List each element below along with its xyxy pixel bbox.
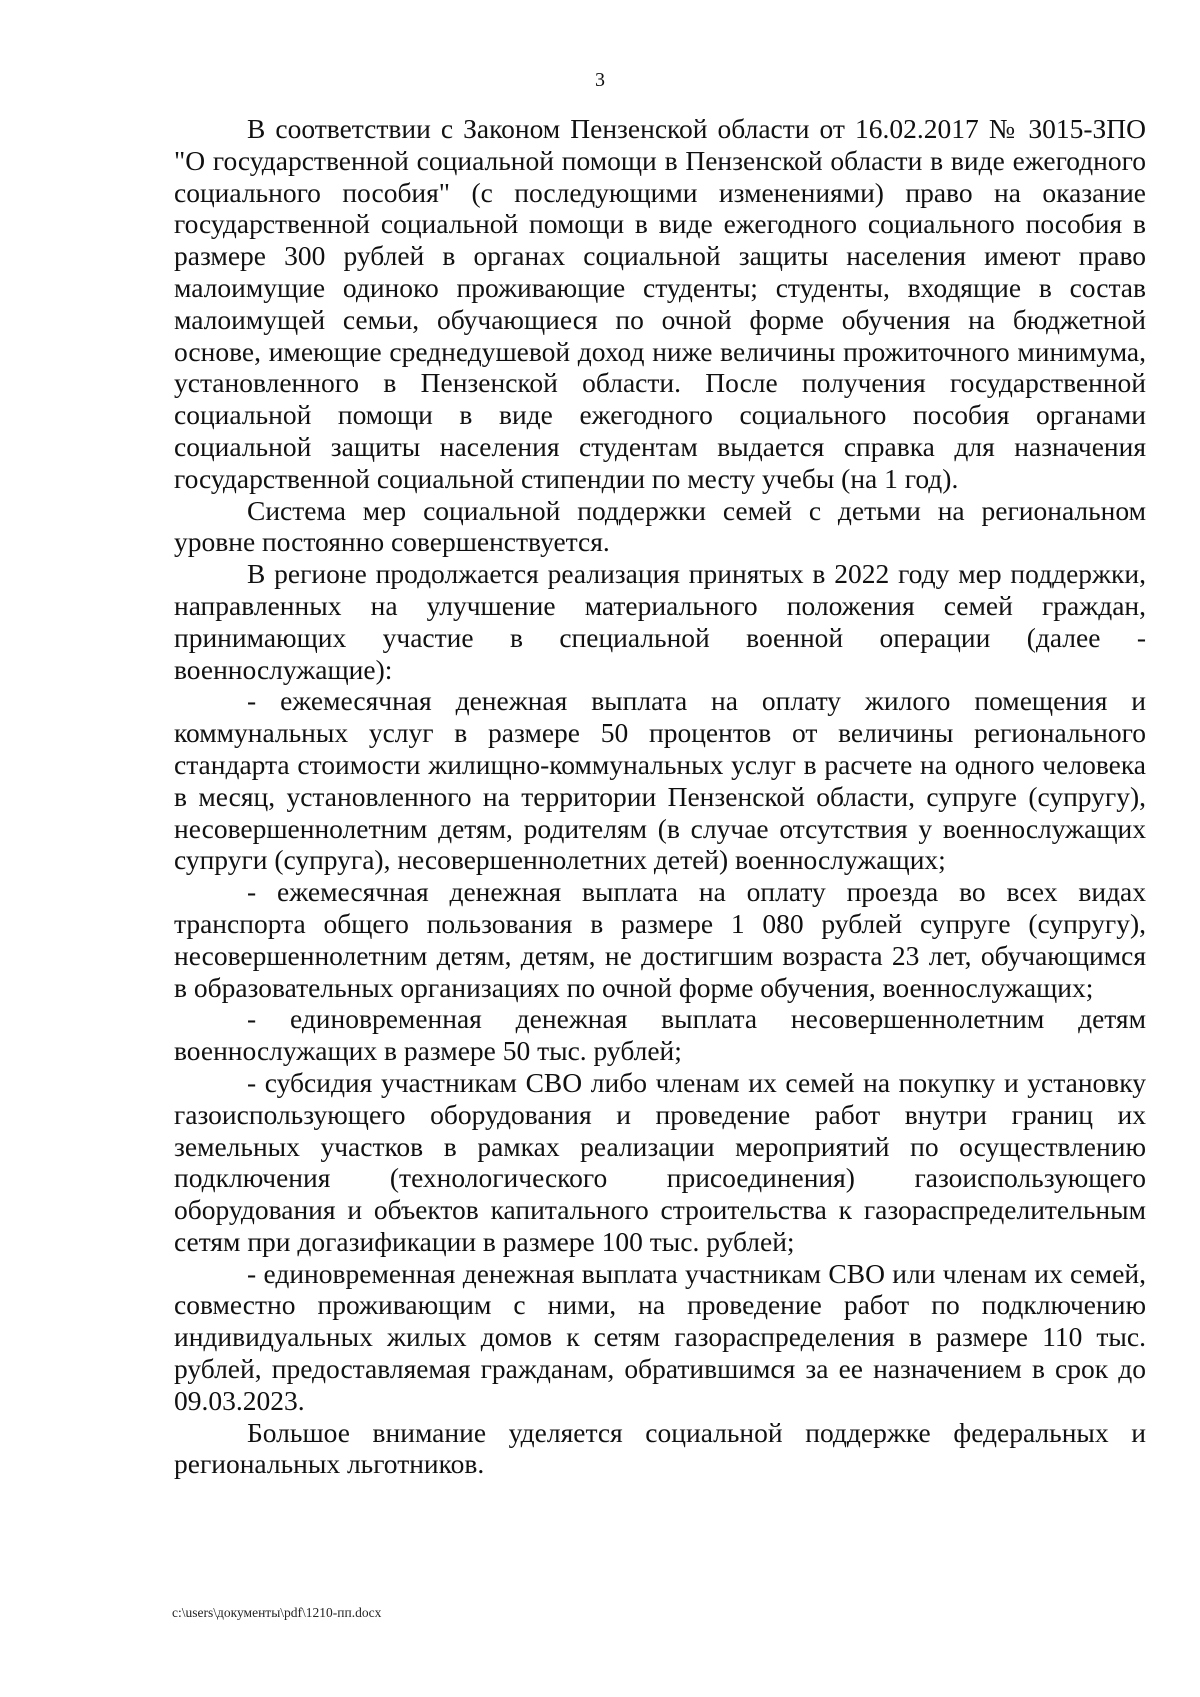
paragraph-student-social-benefit: В соответствии с Законом Пензенской области от 16.02.2017 № 3015-ЗПО "О государственной социальной помощи в Пензенской области в виде ежегодного социального пособия" (с последующими изменениями) право на оказание государственной социальной помощи в виде ежегодного социального пособия в размере 300 рублей в органах социальной защиты населения имеют право малоимущие одиноко проживающие студенты; студенты, входящие в состав малоимущей семьи, обучающиеся по очной форме обучения на бюджетной основе, имеющие среднедушевой доход ниже величины прожиточного минимума, установленного в Пензенской области. После получения государственной социальной помощи в виде ежегодного социального пособия органами социальной защиты населения студентам выдается справка для назначения государственной социальной стипендии по месту учебы (на 1 год). (174, 113, 1146, 494)
paragraph-military-families-support: В регионе продолжается реализация принятых в 2022 году мер поддержки, направленных на улучшение материального положения семей граждан, принимающих участие в специальной военной операции (далее - военнослужащие): (174, 558, 1146, 685)
file-path-footer: c:\users\документы\pdf\1210-пп.docx (172, 1605, 382, 1620)
document-body (174, 113, 1146, 1480)
list-item-gas-connection-payment: - единовременная денежная выплата участникам СВО или членам их семей, совместно проживающим с ними, на проведение работ по подключению индивидуальных жилых домов к сетям газораспределения в размере 110 тыс. рублей, предоставляемая гражданам, обратившимся за ее назначением в срок до 09.03.2023. (174, 1257, 1146, 1416)
list-item-transport-payment: - ежемесячная денежная выплата на оплату проезда во всех видах транспорта общего пользования в размере 1 080 рублей супруге (супругу), несовершеннолетним детям, детям, не достигшим возраста 23 лет, обучающимся в образовательных организациях по очной форме обучения, военнослужащих; (174, 876, 1146, 1003)
list-item-gas-equipment-subsidy: - субсидия участникам СВО либо членам их семей на покупку и установку газоиспользующего оборудования и проведение работ внутри границ их земельных участков в рамках реализации мероприятий по осуществлению подключения (технологического присоединения) газоиспользующего оборудования и объектов капитального строительства к газораспределительным сетям при догазификации в размере 100 тыс. рублей; (174, 1066, 1146, 1257)
page-number: 3 (595, 69, 605, 91)
paragraph-beneficiaries-support: Большое внимание уделяется социальной поддержке федеральных и региональных льготников. (174, 1416, 1146, 1480)
list-item-housing-payment: - ежемесячная денежная выплата на оплату жилого помещения и коммунальных услуг в размере 50 процентов от величины регионального стандарта стоимости жилищно-коммунальных услуг в расчете на одного человека в месяц, установленного на территории Пензенской области, супруге (супругу), несовершеннолетним детям, родителям (в случае отсутствия у военнослужащих супруги (супруга), несовершеннолетних детей) военнослужащих; (174, 685, 1146, 876)
paragraph-family-support-system: Система мер социальной поддержки семей с детьми на региональном уровне постоянно совершенствуется. (174, 494, 1146, 558)
list-item-one-time-child-payment: - единовременная денежная выплата несовершеннолетним детям военнослужащих в размере 50 тыс. рублей; (174, 1003, 1146, 1067)
